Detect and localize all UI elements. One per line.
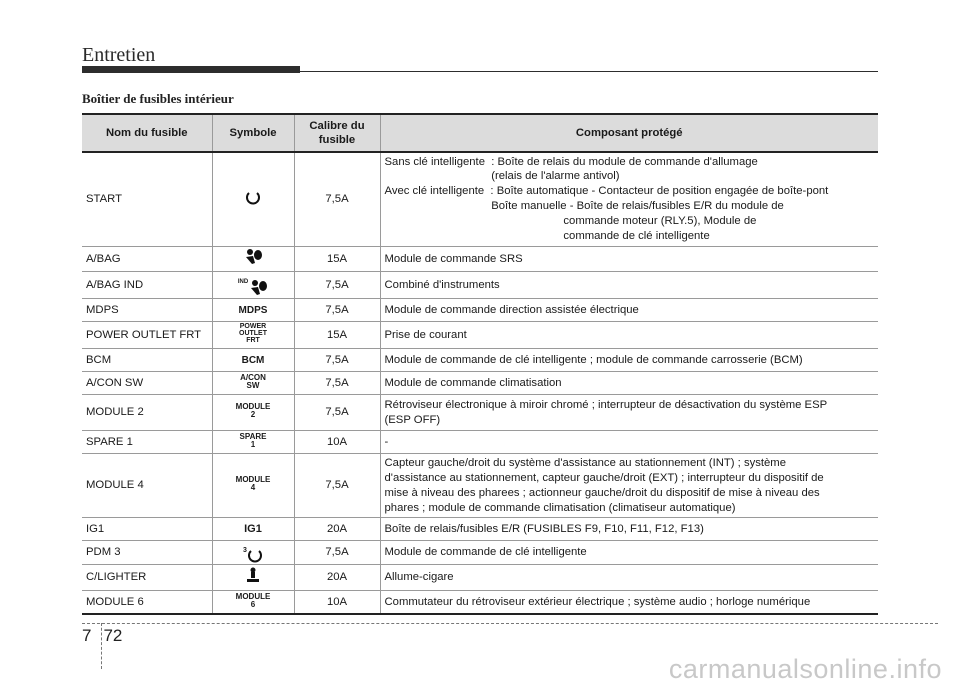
symbol-text: SPARE 1 [239, 431, 267, 449]
fuse-name: C/LIGHTER [82, 565, 212, 591]
component-line: commande de clé intelligente [384, 230, 710, 243]
table-row [82, 565, 878, 591]
airbag-icon [243, 248, 263, 266]
component-line: Sans clé intelligente : Boîte de relais du module de commande d'allumage [384, 155, 758, 168]
fuse-name: POWER OUTLET FRT [82, 322, 212, 349]
fuse-components [380, 565, 878, 591]
fuse-name: SPARE 1 [82, 431, 212, 454]
fuse-components [380, 372, 878, 395]
chapter-number: 7 [82, 626, 92, 645]
component-line: Module de commande direction assistée électrique [384, 303, 639, 316]
fuse-symbol [212, 518, 294, 541]
fuse-rating: 15A [294, 322, 380, 349]
component-line: Rétroviseur électronique à miroir chromé ; interrupteur de désactivation du système ESP [384, 398, 828, 411]
page-header-title: Entretien [82, 44, 156, 66]
component-line: d'assistance au stationnement, capteur gauche/droit (EXT) ; interrupteur du dispositif de [384, 471, 824, 484]
pdm-number: 3 [243, 547, 247, 555]
page-number [82, 626, 132, 646]
fuse-symbol [212, 431, 294, 454]
component-line: - [384, 435, 389, 448]
table-row [82, 591, 878, 614]
fuse-rating: 10A [294, 431, 380, 454]
fuse-symbol [212, 541, 294, 565]
fuse-components [380, 246, 878, 272]
header-rule [300, 71, 878, 72]
page-number-value: 72 [103, 626, 123, 645]
fuse-rating: 7,5A [294, 395, 380, 431]
table-row [82, 372, 878, 395]
watermark: carmanualsonline.info [668, 654, 942, 684]
symbol-text: MODULE 2 [235, 402, 271, 420]
fuse-symbol [212, 299, 294, 322]
fuse-name: BCM [82, 349, 212, 372]
fuse-components [380, 454, 878, 518]
table-row [82, 395, 878, 431]
fuse-components [380, 395, 878, 431]
component-line: phares ; module de commande climatisation (climatiseur automatique) [384, 501, 736, 514]
fuse-name: MODULE 2 [82, 395, 212, 431]
table-header-row [82, 114, 878, 152]
header-bar [82, 66, 300, 73]
component-line: Allume-cigare [384, 571, 454, 584]
fuse-symbol [212, 246, 294, 272]
component-line: Combiné d'instruments [384, 278, 500, 291]
header-composant: Composant protégé [380, 114, 878, 152]
fuse-symbol [212, 395, 294, 431]
symbol-text: MODULE 4 [235, 475, 271, 493]
table-row [82, 541, 878, 565]
fuse-symbol [212, 272, 294, 299]
symbol-text: MDPS [238, 304, 268, 316]
fuse-rating: 10A [294, 591, 380, 614]
table-row [82, 299, 878, 322]
fuse-symbol [212, 322, 294, 349]
airbag-indicator-icon [248, 279, 268, 297]
component-line: (ESP OFF) [384, 413, 441, 426]
fuse-name: A/CON SW [82, 372, 212, 395]
symbol-text: BCM [241, 354, 265, 366]
fuse-components [380, 322, 878, 349]
footer-rule [82, 623, 938, 624]
table-row [82, 152, 878, 246]
header-calibre [294, 114, 380, 152]
table-row [82, 272, 878, 299]
fuse-rating: 7,5A [294, 541, 380, 565]
component-line: Avec clé intelligente : Boîte automatique - Contacteur de position engagée de boîte-pont [384, 185, 829, 198]
start-key-icon [245, 189, 261, 205]
fuse-rating: 20A [294, 518, 380, 541]
component-line: Prise de courant [384, 328, 467, 341]
fuse-symbol [212, 152, 294, 246]
fuse-rating: 7,5A [294, 272, 380, 299]
fuse-rating: 7,5A [294, 152, 380, 246]
header-calibre-label: Calibre du fusible [309, 119, 365, 146]
fuse-rating: 7,5A [294, 454, 380, 518]
fuse-rating: 7,5A [294, 372, 380, 395]
fuse-components [380, 591, 878, 614]
fuse-symbol [212, 454, 294, 518]
fuse-name: START [82, 152, 212, 246]
component-line: Boîte de relais/fusibles E/R (FUSIBLES F9, F10, F11, F12, F13) [384, 522, 704, 535]
component-line: Module de commande de clé intelligente [384, 546, 587, 559]
component-line: (relais de l'alarme antivol) [384, 170, 620, 183]
component-line: Capteur gauche/droit du système d'assistance au stationnement (INT) ; système [384, 457, 787, 469]
fuse-name: MODULE 6 [82, 591, 212, 614]
fuse-components [380, 152, 878, 246]
symbol-text: POWER OUTLET FRT [239, 323, 267, 345]
symbol-text: A/CON SW [240, 372, 266, 390]
fuse-name: MODULE 4 [82, 454, 212, 518]
fuse-name: IG1 [82, 518, 212, 541]
fuse-rating: 15A [294, 246, 380, 272]
fuse-components [380, 541, 878, 565]
pdm-key-icon [247, 547, 263, 563]
table-row [82, 518, 878, 541]
component-line: Boîte manuelle - Boîte de relais/fusibles E/R du module de [384, 200, 784, 213]
table-row [82, 454, 878, 518]
component-line: Module de commande climatisation [384, 376, 562, 389]
ind-label: IND [237, 279, 249, 286]
fuse-symbol [212, 372, 294, 395]
component-line: commande moteur (RLY.5), Module de [384, 215, 757, 228]
fuse-name: MDPS [82, 299, 212, 322]
fuse-components [380, 299, 878, 322]
cigar-lighter-icon [245, 566, 261, 584]
section-title: Boîtier de fusibles intérieur [82, 91, 234, 106]
fuse-symbol [212, 591, 294, 614]
component-line: Commutateur du rétroviseur extérieur électrique ; système audio ; horloge numérique [384, 595, 811, 608]
fuse-symbol [212, 565, 294, 591]
header-symbole: Symbole [212, 114, 294, 152]
fuse-name: A/BAG IND [82, 272, 212, 299]
table-row [82, 431, 878, 454]
fuse-components [380, 431, 878, 454]
fuse-components [380, 272, 878, 299]
header-nom: Nom du fusible [82, 114, 212, 152]
fuse-symbol [212, 349, 294, 372]
fuse-components [380, 349, 878, 372]
table-row [82, 322, 878, 349]
component-line: mise à niveau des pharees ; actionneur gauche/droit du dispositif de mise à niveau des [384, 486, 820, 499]
component-line: Module de commande de clé intelligente ; module de commande carrosserie (BCM) [384, 353, 803, 366]
fuse-rating: 20A [294, 565, 380, 591]
fuse-table [82, 113, 878, 615]
table-row [82, 349, 878, 372]
fuse-name: A/BAG [82, 246, 212, 272]
fuse-name: PDM 3 [82, 541, 212, 565]
symbol-text: IG1 [244, 522, 262, 535]
fuse-components [380, 518, 878, 541]
fuse-rating: 7,5A [294, 349, 380, 372]
fuse-rating: 7,5A [294, 299, 380, 322]
table-row [82, 246, 878, 272]
symbol-text: MODULE 6 [235, 591, 271, 609]
component-line: Module de commande SRS [384, 252, 523, 265]
